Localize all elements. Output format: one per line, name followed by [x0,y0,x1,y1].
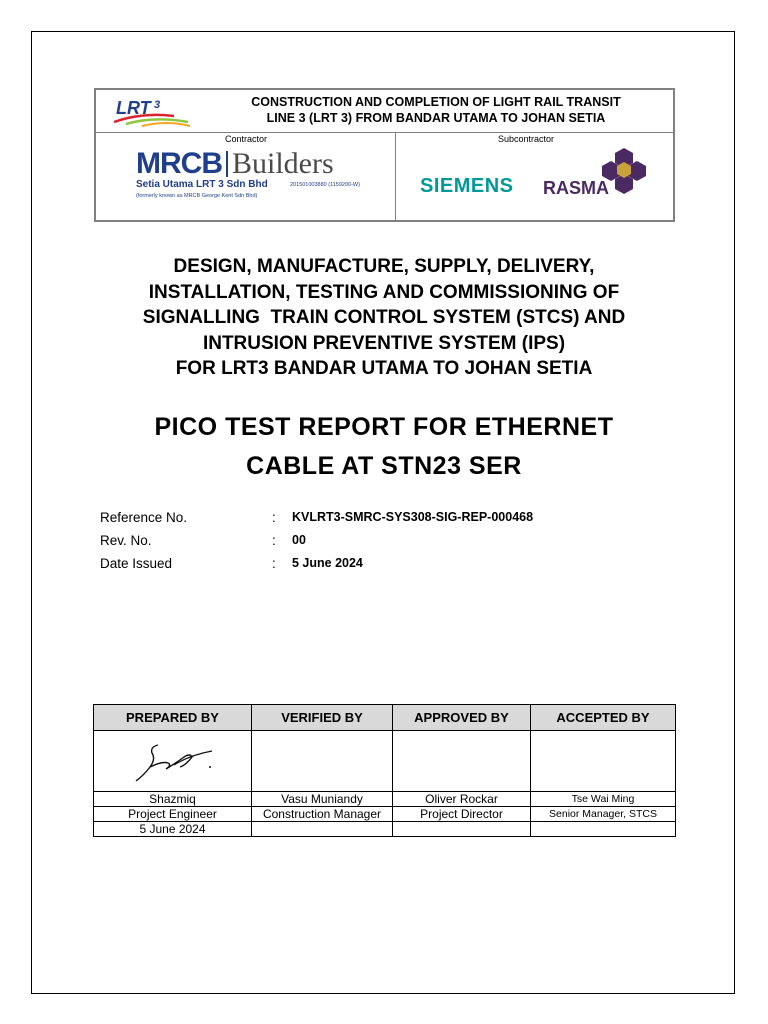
scope-title-line3: SIGNALLING TRAIN CONTROL SYSTEM (STCS) AND [142,307,626,328]
contractor-entity: Setia Utama LRT 3 Sdn Bhd [136,179,268,190]
reference-label: Reference No. [100,510,188,525]
revision-label: Rev. No. [100,533,152,548]
revision-colon: : [272,533,276,548]
mrcb-builders-logo [136,148,376,208]
prepared-by-title: Project Engineer [94,807,252,822]
report-title-line1: PICO TEST REPORT FOR ETHERNET [154,413,614,441]
accepted-by-signature [531,731,676,792]
prepared-by-signature [94,731,252,792]
mrcb-separator [226,151,228,177]
accepted-by-name: Tse Wai Ming [531,792,676,807]
report-title-line2: CABLE AT STN23 SER [246,452,522,480]
date-issued-label: Date Issued [100,556,173,571]
header-divider [395,132,396,220]
verified-by-name: Vasu Muniandy [252,792,393,807]
accepted-by-title: Senior Manager, STCS [531,807,676,822]
header-title-row [96,90,673,133]
prepared-by-header: PREPARED BY [94,705,252,731]
approved-by-name: Oliver Rockar [393,792,531,807]
scope-title-line1: DESIGN, MANUFACTURE, SUPPLY, DELIVERY, [173,256,595,277]
scope-title [84,254,684,382]
signature-icon [128,737,218,785]
revision-value: 00 [292,533,306,547]
mrcb-builders-text: Builders [232,147,334,180]
document-header [94,88,675,222]
project-title [214,94,658,126]
verified-by-header: VERIFIED BY [252,705,393,731]
siemens-rasma-logo [420,148,660,208]
prepared-by-date: 5 June 2024 [94,822,252,837]
svg-text:3: 3 [154,99,161,111]
signature-row [94,731,676,792]
mrcb-name: MRCB [136,147,222,180]
project-title-line1: CONSTRUCTION AND COMPLETION OF LIGHT RAIL TRANSIT [251,95,621,109]
rasma-text: RASMA [543,178,609,198]
date-issued-colon: : [272,556,276,571]
contractor-formerly: (formerly known as MRCB George Kent Sdn Bhd) [136,193,258,199]
verified-by-title: Construction Manager [252,807,393,822]
report-title [84,408,684,486]
scope-title-line2: INSTALLATION, TESTING AND COMMISSIONING OF [148,281,620,303]
signoff-title-row [94,807,676,822]
scope-title-line4: INTRUSION PREVENTIVE SYSTEM (IPS) [202,332,566,354]
lrt3-logo-icon [112,94,192,128]
approved-by-date [393,822,531,837]
contractor-label: Contractor [224,134,268,144]
svg-text:LRT: LRT [116,98,151,118]
approved-by-header: APPROVED BY [393,705,531,731]
subcontractor-label: Subcontractor [497,134,555,144]
reference-value: KVLRT3-SMRC-SYS308-SIG-REP-000468 [292,510,534,524]
signoff-date-row [94,822,676,837]
verified-by-date [252,822,393,837]
project-title-line2: LINE 3 (LRT 3) FROM BANDAR UTAMA TO JOHAN SETIA [266,111,606,125]
approved-by-signature [393,731,531,792]
scope-title-line5: FOR LRT3 BANDAR UTAMA TO JOHAN SETIA [175,358,593,379]
prepared-by-name: Shazmiq [94,792,252,807]
contractor-registration: 201501003880 (1159200-W) [290,182,360,188]
siemens-text: SIEMENS [420,175,514,197]
approved-by-title: Project Director [393,807,531,822]
signoff-name-row [94,792,676,807]
signoff-table [93,704,676,837]
accepted-by-header: ACCEPTED BY [531,705,676,731]
reference-colon: : [272,510,276,525]
verified-by-signature [252,731,393,792]
signoff-header-row [94,705,676,731]
date-issued-value: 5 June 2024 [292,556,363,570]
accepted-by-date [531,822,676,837]
rasma-hexagon-icon [600,148,648,194]
